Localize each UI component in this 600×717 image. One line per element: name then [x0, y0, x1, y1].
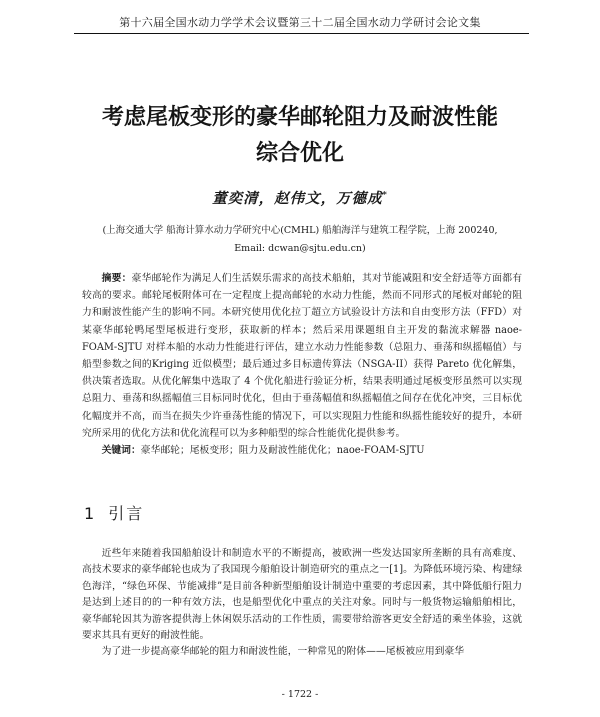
body-paragraph-1: 近些年来随着我国船舶设计和制造水平的不断提高，被欧洲一些发达国家所垄断的具有高难度、高技术要求的豪华邮轮也成为了我国现今船舶设计制造研究的重点之一[1]。为降低环境污染、构建绿色海洋，“绿色环保、节能减排”是目前各种新型船舶设计制造中重要的考虑因素，其中降低船行阻力是达到上述目的的一种有效方法，也是船型优化中重点的关注对象。同时与一般货物运输船舶相比，豪华邮轮因其为游客提供海上休闲娱乐活动的工作性质，需要带给游客更安全舒适的乘坐体验，这就要求其具有更好的耐波性能。 — [82, 548, 522, 642]
page-number: - 1722 - — [281, 689, 319, 700]
corresponding-author-mark: * — [382, 189, 388, 200]
keywords-label: 关键词： — [101, 445, 141, 457]
abstract-label: 摘要： — [101, 273, 132, 284]
paper-title-line-1: 考虑尾板变形的豪华邮轮阻力及耐波性能 — [101, 105, 498, 130]
affiliation: (上海交通大学 船海计算水动力学研究中心(CMHL) 船舶海洋与建筑工程学院，上海 200240, — [102, 225, 498, 236]
keywords-text: 豪华邮轮；尾板变形；阻力及耐波性能优化；naoe-FOAM-SJTU — [140, 445, 425, 457]
introduction-body — [82, 546, 522, 661]
section-title: 引言 — [108, 504, 145, 523]
body-paragraph-2: 为了进一步提高豪华邮轮的阻力和耐波性能，一种常见的附体——尾板被应用到豪华 — [101, 646, 465, 658]
header-rule — [74, 33, 529, 34]
section-heading-introduction — [84, 501, 144, 524]
running-header: 第十六届全国水动力学学术会议暨第三十二届全国水动力学研讨会论文集 — [119, 16, 481, 29]
keywords — [82, 442, 522, 459]
author-list — [0, 187, 600, 208]
abstract — [82, 270, 522, 459]
abstract-text: 豪华邮轮作为满足人们生活娱乐需求的高技术船舶，其对节能减阻和安全舒适等方面都有较高的要求。邮轮尾板附体可在一定程度上提高邮轮的水动力性能，然而不同形式的尾板对邮轮的阻力和耐波性能产生的影响不同。本研究使用优化拉丁超立方试验设计方法和自由变形方法（FFD）对某豪华邮轮鸭尾型尾板进行变形，获取新的样本；然后采用课题组自主开发的黏流求解器 naoe-FOAM-SJTU 对样本船的水动力性能进行评估，建立水动力性能参数（总阻力、垂荡和纵摇幅值）与船型参数之间的Kriging 近似模型；最后通过多目标遗传算法（NSGA-II）获得 Pareto 优化解集，供决策者选取。从优化解集中选取了 4 个优化船进行验证分析，结果表明通过尾板变形虽然可以实现总阻力、垂荡和纵摇幅值三目标同时优化，但由于垂荡幅值和纵摇幅值之间存在优化冲突，三目标优化幅度并不高，而当在损失少许垂荡性能的情况下，可以实现阻力性能和纵摇性能较好的提升，本研究所采用的优化方法和优化流程可以为多种船型的综合性能优化提供参考。 — [82, 273, 523, 439]
paper-title — [0, 100, 600, 172]
author-names: 董奕清，赵伟文，万德成 — [212, 190, 383, 207]
author-email: Email: dcwan@sjtu.edu.cn) — [234, 243, 366, 254]
paper-title-line-2: 综合优化 — [255, 141, 344, 166]
section-number: 1 — [84, 504, 97, 523]
abstract-paragraph — [82, 270, 522, 442]
